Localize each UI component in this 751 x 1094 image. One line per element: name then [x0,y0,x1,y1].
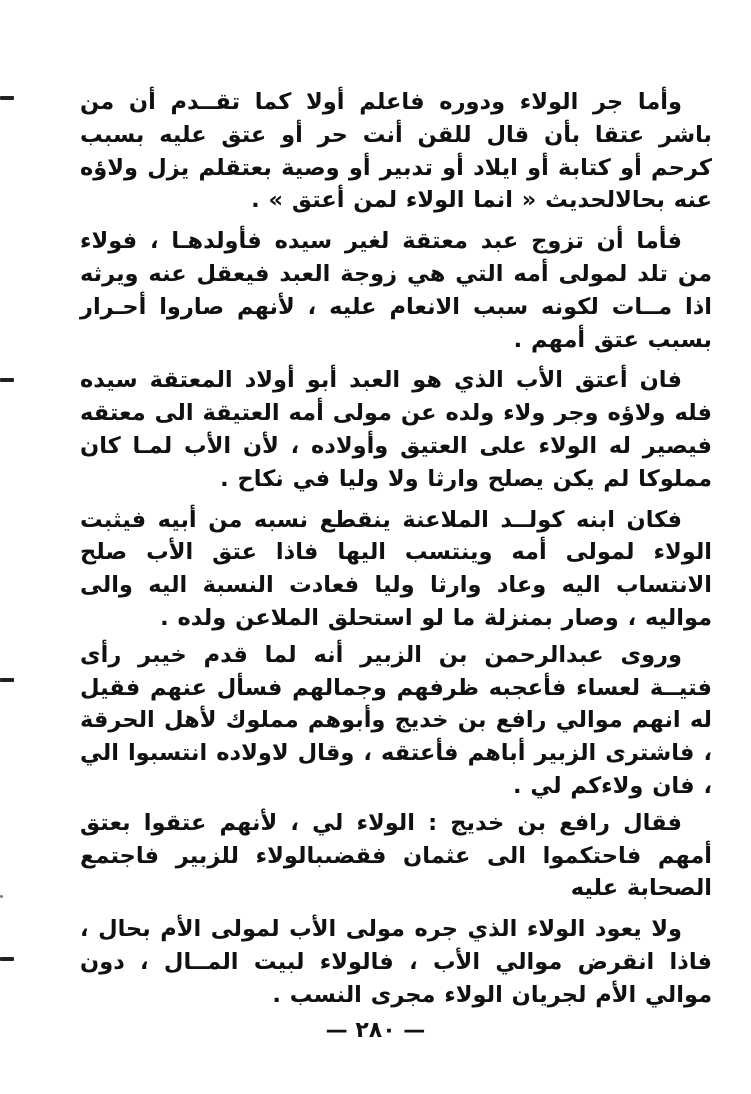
paragraph: فكان ابنه كولــد الملاعنة ينقطع نسبه من أبيه فيثبت الولاء لمولى أمه وينتسب اليها فاذا عتق الأب صلح الانتساب اليه وعاد وارثا وليا فعادت النسبة اليه والى مواليه ، وصار بمنزلة ما لو استحلق الملاعن ولده . [80,506,712,631]
margin-mark [0,957,14,961]
margin-mark [0,378,14,382]
paragraph: وروى عبدالرحمن بن الزبير أنه لما قدم خيبر رأى فتيــة لعساء فأعجبه ظرفهم وجمالهم فسأل عنهم فقيل له انهم موالي رافع بن خديج وأبوهم مملوك لأهل الحرقة ، فاشترى الزبير أباهم فأعتقه ، وقال لاولاده انتسبوا الي ، فان ولاءكم لي . [80,641,712,799]
body-text [80,86,712,1020]
paragraph: فقال رافع بن خديج : الولاء لي ، لأنهم عتقوا بعتق أمهم فاحتكموا الى عثمان فقضىبالولاء للزبير فاجتمع الصحابة عليه [80,809,712,902]
page-number: — ٢٨٠ — [325,1018,426,1043]
margin-mark [0,678,14,682]
margin-dot [0,895,3,898]
paragraph: وأما جر الولاء ودوره فاعلم أولا كما تقــدم أن من باشر عتقا بأن قال للقن أنت حر أو عتق عليه بسبب كرحم أو كتابة أو ايلاد أو تدبير أو وصية بعتقلم يزل ولاؤه عنه بحالالحديث « انما الولاء لمن أعتق » . [80,89,712,214]
margin-mark [0,96,14,100]
paragraph: ولا يعود الولاء الذي جره مولى الأب لمولى الأم بحال ، فاذا انقرض موالي الأب ، فالولاء لبيت المــال ، دون موالي الأم لجريان الولاء مجرى النسب . [80,916,712,1008]
paragraph: فان أعتق الأب الذي هو العبد أبو أولاد المعتقة سيده فله ولاؤه وجر ولاء ولده عن مولى أمه العتيقة الى معتقه فيصير له الولاء على العتيق وأولاده ، لأن الأب لمـا كان مملوكا لم يكن يصلح وارثا ولا وليا في نكاح . [80,367,712,492]
paragraph: فأما أن تزوج عبد معتقة لغير سيده فأولدهـا ، فولاء من تلد لمولى أمه التي هي زوجة العبد فيعقل عنه ويرثه اذا مــات لكونه سبب الانعام عليه ، لأنهم صاروا أحـرار بسبب عتق أمهم . [80,228,712,353]
